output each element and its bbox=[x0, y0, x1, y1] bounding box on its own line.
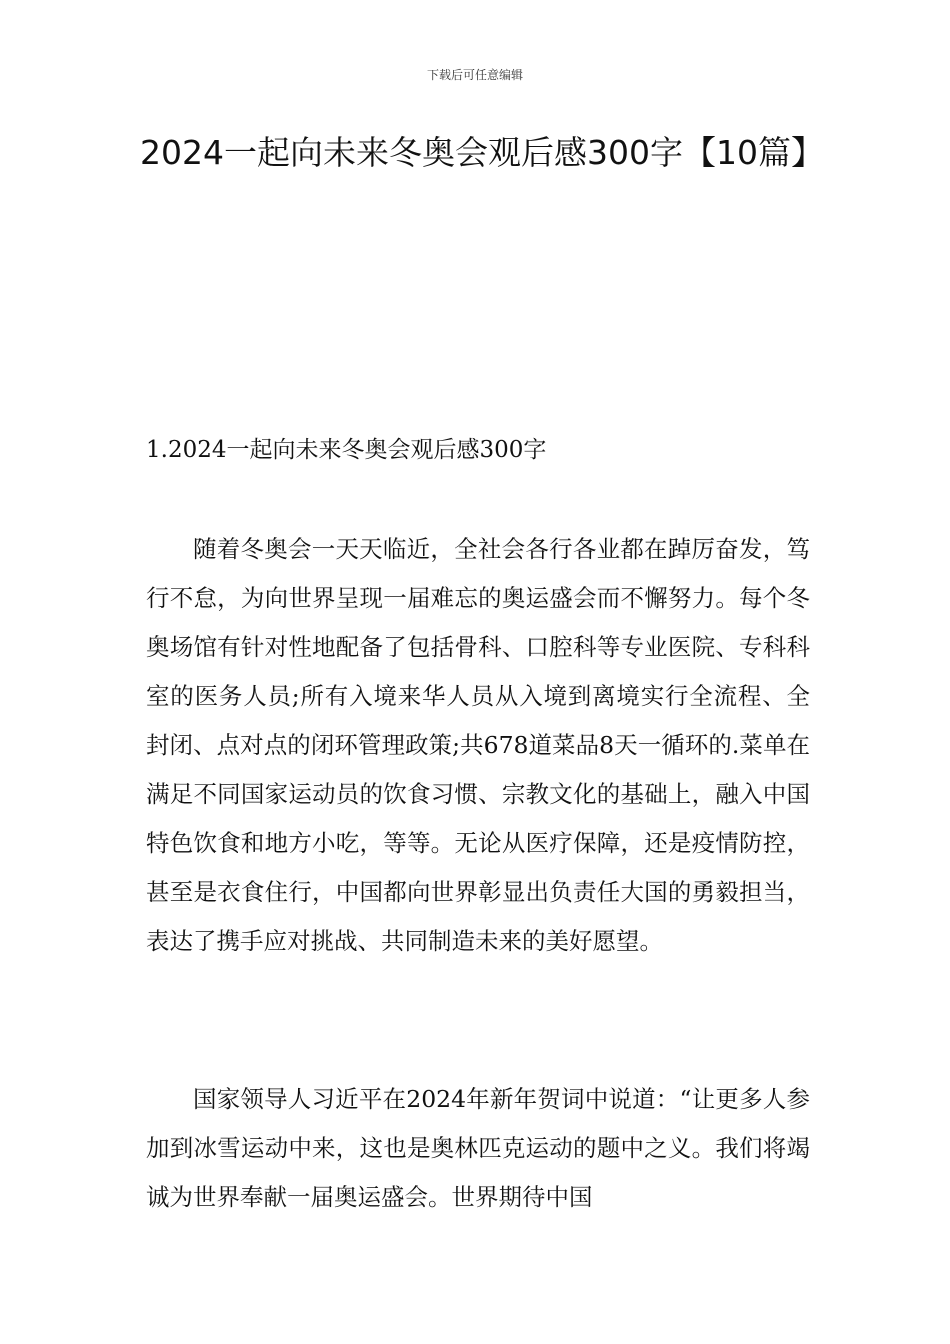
section-heading: 1.2024一起向未来冬奥会观后感300字 bbox=[146, 437, 547, 463]
header-note: 下载后可任意编辑 bbox=[426, 68, 523, 82]
body-paragraph: 国家领导人习近平在2024年新年贺词中说道：“让更多人参加到冰雪运动中来，这也是奥林匹克运动的题中之义。我们将竭诚为世界奉献一届奥运盛会。世界期待中国 bbox=[146, 1085, 810, 1211]
body-paragraph: 随着冬奥会一天天临近，全社会各行各业都在踔厉奋发，笃行不怠，为向世界呈现一届难忘的奥运盛会而不懈努力。每个冬奥场馆有针对性地配备了包括骨科、口腔科等专业医院、专科科室的医务人员;所有入境来华人员从入境到离境实行全流程、全封闭、点对点的闭环管理政策;共678道菜品8天一循环的.菜单在满足不同国家运动员的饮食习惯、宗教文化的基础上，融入中国特色饮食和地方小吃，等等。无论从医疗保障，还是疫情防控，甚至是衣食住行，中国都向世界彰显出负责任大国的勇毅担当，表达了携手应对挑战、共同制造未来的美好愿望。 bbox=[146, 535, 810, 955]
document-title: 2024一起向未来冬奥会观后感300字【10篇】 bbox=[140, 133, 824, 172]
